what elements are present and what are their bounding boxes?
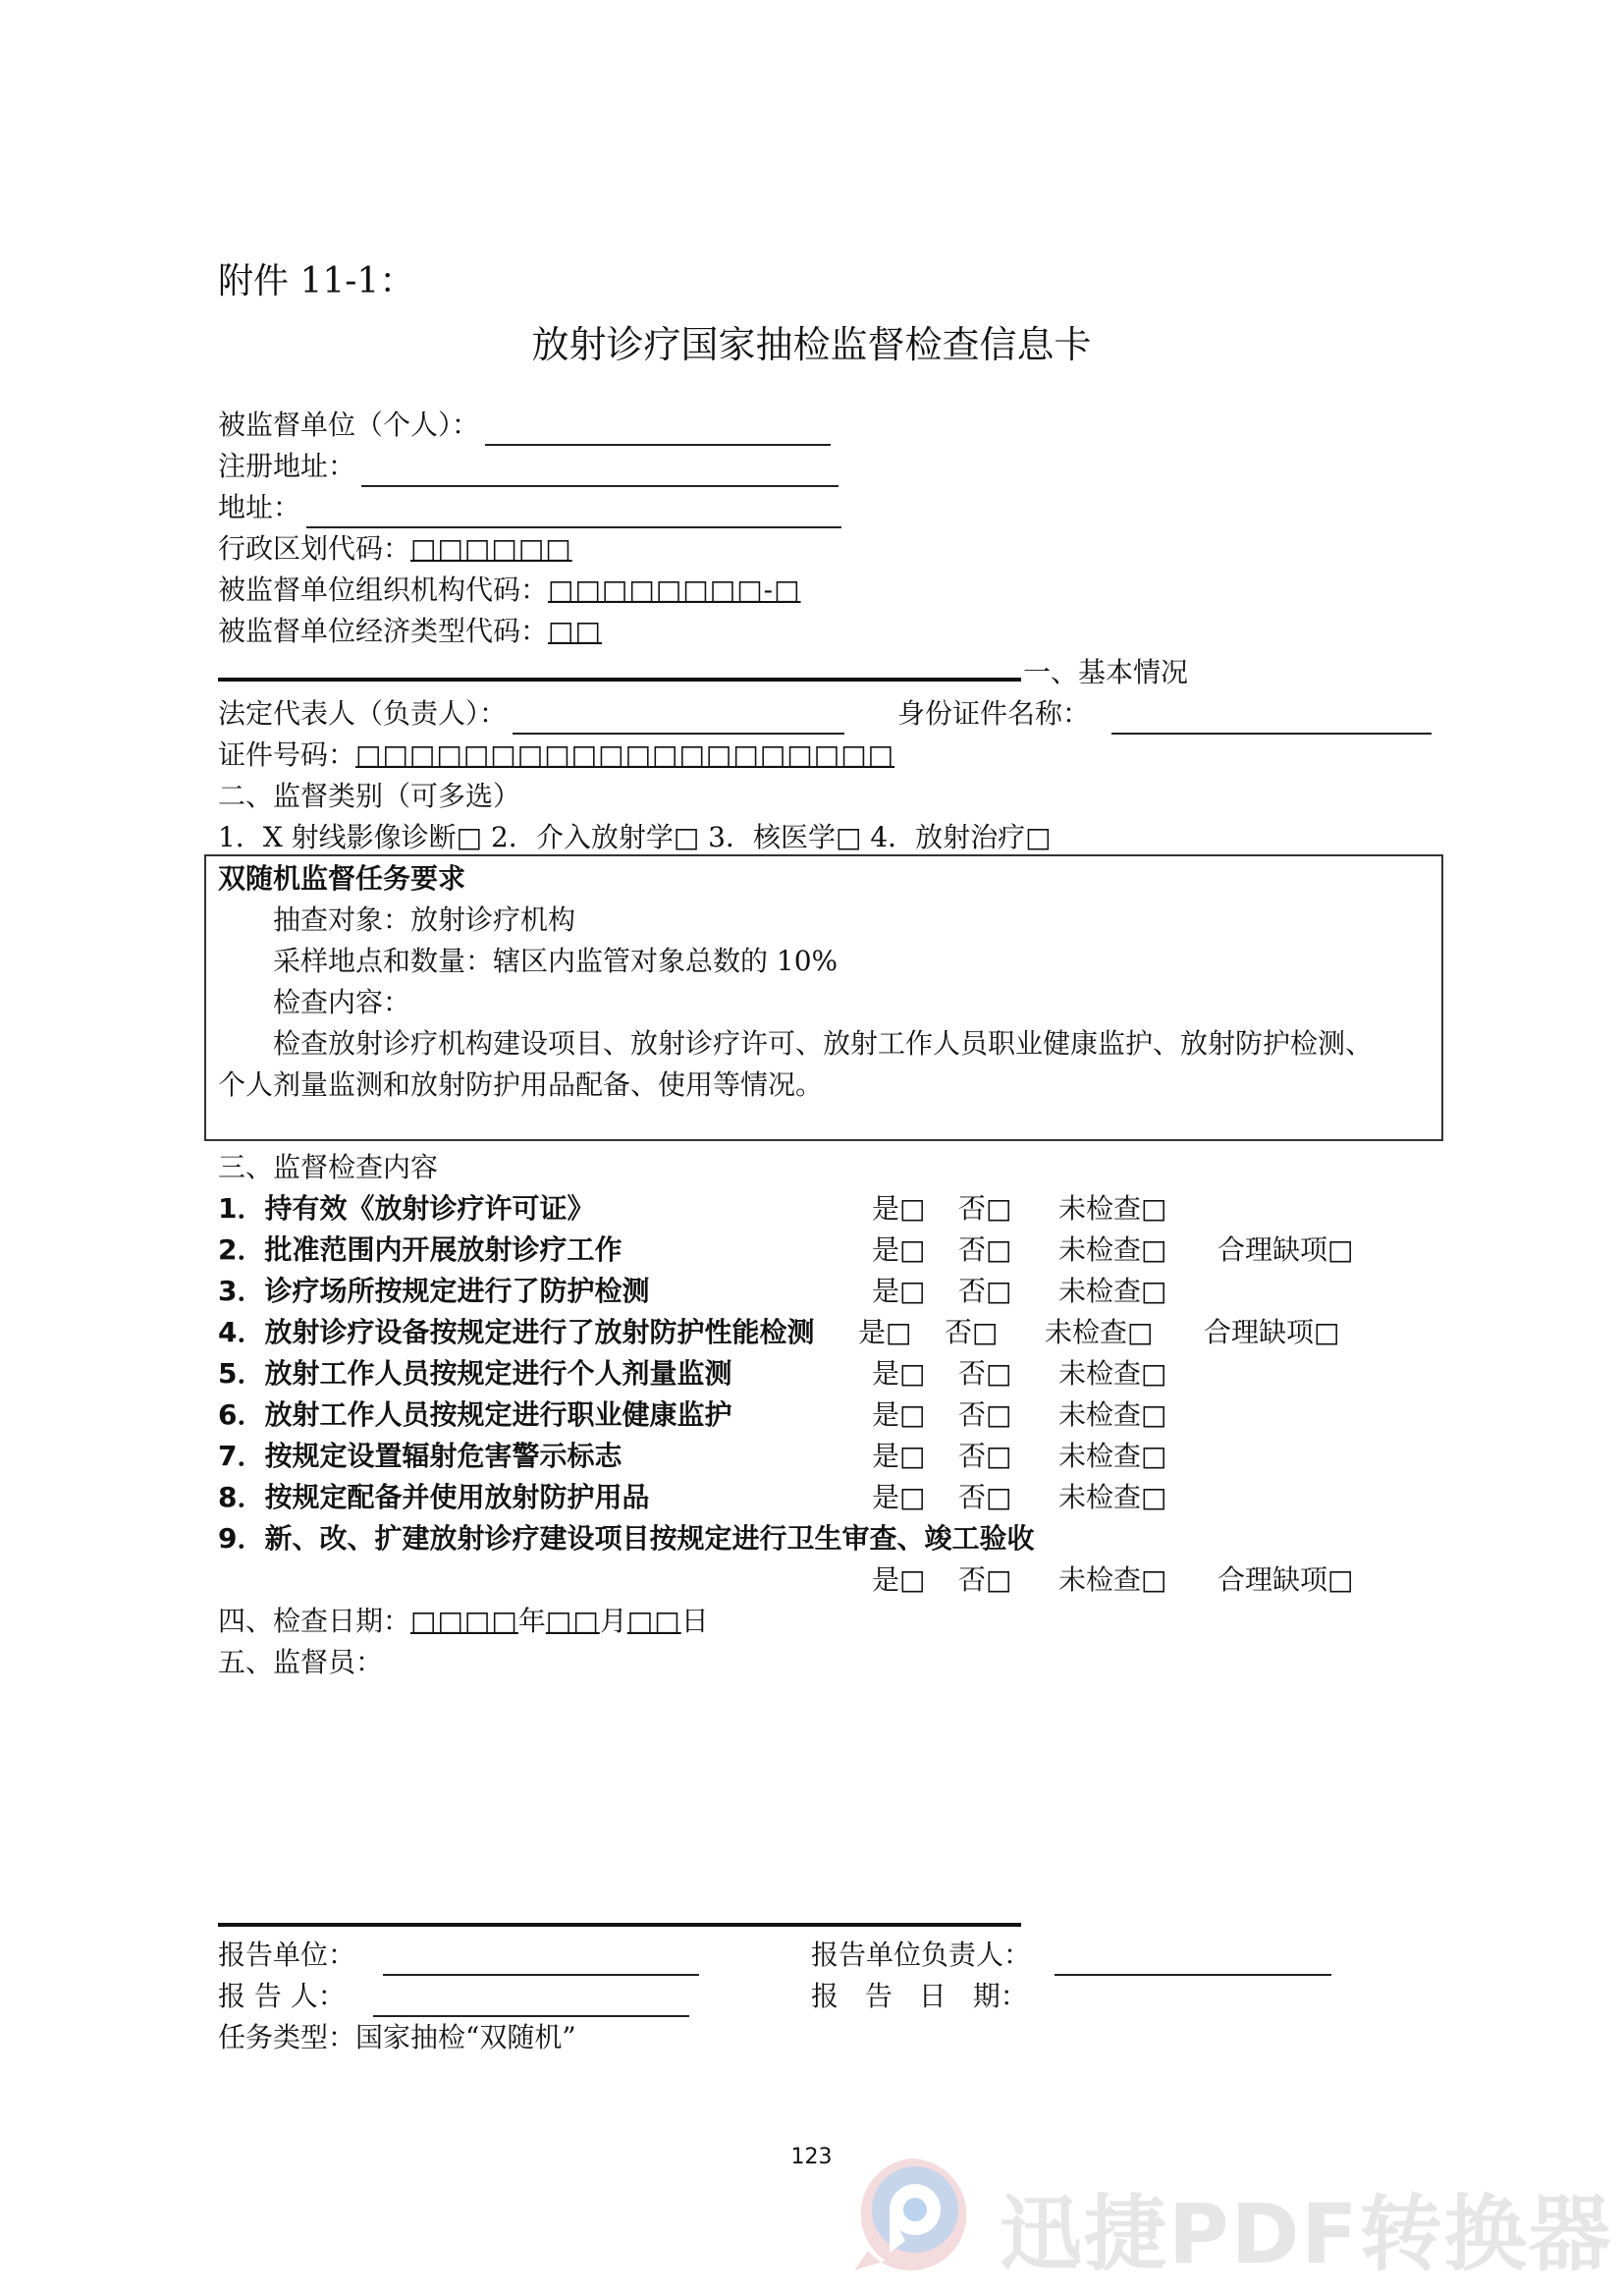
check-item-label: 2．批准范围内开展放射诊疗工作 (218, 1233, 622, 1266)
footer-divider (218, 1923, 1021, 1927)
region-code-boxes[interactable]: □□□□□□ (410, 532, 572, 565)
check-exempt[interactable]: 合理缺项□ (1204, 1316, 1340, 1348)
reporter-field (218, 1976, 689, 2017)
reg-address-field (218, 446, 839, 487)
day-char: 日 (680, 1605, 709, 1637)
inspection-date-field (218, 1601, 709, 1642)
address-field (218, 487, 841, 528)
legal-rep-label: 法定代表人（负责人）： (218, 697, 508, 730)
econ-type-boxes[interactable]: □□ (548, 615, 602, 647)
check-unchecked[interactable]: 未检查□ (1058, 1275, 1167, 1307)
day-boxes[interactable]: □□ (626, 1605, 681, 1637)
legal-rep-blank[interactable] (513, 703, 844, 735)
id-name-field (897, 693, 1432, 735)
check-unchecked[interactable]: 未检查□ (1058, 1357, 1167, 1390)
check-exempt[interactable]: 合理缺项□ (1217, 1563, 1354, 1596)
check-yes[interactable]: 是□ (872, 1398, 926, 1431)
id-number-field (218, 735, 894, 776)
check-no[interactable]: 否□ (958, 1563, 1012, 1596)
task-content-line1: 检查放射诊疗机构建设项目、放射诊疗许可、放射工作人员职业健康监护、放射防护检测、 (273, 1027, 1374, 1060)
address-blank[interactable] (306, 497, 841, 528)
attachment-label: 附件 11-1： (218, 261, 415, 301)
check-yes[interactable]: 是□ (872, 1275, 926, 1307)
check-item-label: 3．诊疗场所按规定进行了防护检测 (218, 1275, 650, 1307)
inspection-date-label: 四、检查日期： (218, 1605, 411, 1637)
check-yes[interactable]: 是□ (872, 1357, 926, 1390)
check-item-label: 5．放射工作人员按规定进行个人剂量监测 (218, 1357, 732, 1390)
econ-type-label: 被监督单位经济类型代码： (218, 615, 549, 647)
check-yes[interactable]: 是□ (858, 1316, 912, 1348)
inspector-label: 五、监督员： (218, 1646, 384, 1678)
section1-heading: 一、基本情况 (1023, 656, 1189, 688)
check-yes[interactable]: 是□ (872, 1481, 926, 1513)
check-item-label: 9．新、改、扩建放射诊疗建设项目按规定进行卫生审查、竣工验收 (218, 1522, 1035, 1555)
report-unit-field (218, 1935, 699, 1976)
org-code-boxes[interactable]: □□□□□□□□-□ (548, 574, 801, 606)
task-box-title: 双随机监督任务要求 (218, 862, 466, 895)
report-unit-head-label: 报告单位负责人： (811, 1939, 1032, 1971)
task-content-label: 检查内容： (273, 986, 411, 1018)
pdf-converter-logo-icon (846, 2151, 974, 2278)
report-unit-label: 报告单位： (218, 1939, 356, 1971)
check-exempt[interactable]: 合理缺项□ (1217, 1233, 1354, 1266)
month-char: 月 (599, 1605, 627, 1637)
check-no[interactable]: 否□ (958, 1398, 1012, 1431)
region-code-label: 行政区划代码： (218, 532, 411, 565)
org-code-field (218, 570, 801, 611)
check-item-label: 6．放射工作人员按规定进行职业健康监护 (218, 1398, 732, 1431)
unit-blank[interactable] (485, 414, 831, 446)
check-no[interactable]: 否□ (958, 1357, 1012, 1390)
check-yes[interactable]: 是□ (872, 1440, 926, 1472)
unit-label: 被监督单位（个人）： (218, 409, 480, 441)
report-unit-head-field (811, 1935, 1331, 1976)
check-no[interactable]: 否□ (958, 1233, 1012, 1266)
check-unchecked[interactable]: 未检查□ (1058, 1563, 1167, 1596)
report-unit-head-blank[interactable] (1055, 1944, 1331, 1976)
section3-heading: 三、监督检查内容 (218, 1151, 439, 1183)
id-name-label: 身份证件名称： (897, 697, 1091, 730)
id-name-blank[interactable] (1111, 703, 1432, 735)
task-type: 任务类型：国家抽检“双随机” (218, 2021, 576, 2053)
unit-field (218, 405, 831, 446)
year-char: 年 (517, 1605, 546, 1637)
legal-rep-field (218, 693, 844, 735)
check-no[interactable]: 否□ (958, 1192, 1012, 1225)
check-item-label: 1．持有效《放射诊疗许可证》 (218, 1192, 595, 1225)
check-yes[interactable]: 是□ (872, 1192, 926, 1225)
task-target: 抽查对象：放射诊疗机构 (273, 903, 576, 936)
page-title: 放射诊疗国家抽检监督检查信息卡 (531, 323, 1092, 366)
task-sampling: 采样地点和数量：辖区内监管对象总数的 10% (273, 945, 839, 977)
reg-address-label: 注册地址： (218, 450, 356, 482)
check-item-label: 8．按规定配备并使用放射防护用品 (218, 1481, 650, 1513)
id-number-boxes[interactable]: □□□□□□□□□□□□□□□□□□□□ (355, 738, 895, 771)
report-unit-blank[interactable] (383, 1944, 699, 1976)
check-item-label: 7．按规定设置辐射危害警示标志 (218, 1440, 622, 1472)
econ-type-field (218, 611, 602, 652)
check-item-label: 4．放射诊疗设备按规定进行了放射防护性能检测 (218, 1316, 815, 1348)
report-date-label: 报 告 日 期： (811, 1980, 1028, 2012)
page-number: 123 (790, 2145, 833, 2169)
check-unchecked[interactable]: 未检查□ (1058, 1440, 1167, 1472)
check-unchecked[interactable]: 未检查□ (1058, 1192, 1167, 1225)
id-number-label: 证件号码： (218, 738, 356, 771)
check-no[interactable]: 否□ (958, 1440, 1012, 1472)
category-options[interactable]: 1．X 射线影像诊断□ 2．介入放射学□ 3．核医学□ 4．放射治疗□ (218, 821, 1052, 853)
address-label: 地址： (218, 491, 301, 523)
watermark-text: 迅捷PDF转换器 (1000, 2186, 1613, 2282)
check-no[interactable]: 否□ (945, 1316, 999, 1348)
check-unchecked[interactable]: 未检查□ (1058, 1398, 1167, 1431)
reg-address-blank[interactable] (361, 456, 839, 487)
check-unchecked[interactable]: 未检查□ (1045, 1316, 1154, 1348)
section-divider (218, 678, 1021, 682)
year-boxes[interactable]: □□□□ (410, 1605, 518, 1637)
month-boxes[interactable]: □□ (545, 1605, 600, 1637)
check-yes[interactable]: 是□ (872, 1563, 926, 1596)
section2-heading: 二、监督类别（可多选） (218, 780, 521, 812)
org-code-label: 被监督单位组织机构代码： (218, 574, 549, 606)
check-unchecked[interactable]: 未检查□ (1058, 1233, 1167, 1266)
check-no[interactable]: 否□ (958, 1275, 1012, 1307)
reporter-blank[interactable] (373, 1986, 689, 2017)
check-no[interactable]: 否□ (958, 1481, 1012, 1513)
task-content-line2: 个人剂量监测和放射防护用品配备、使用等情况。 (218, 1068, 824, 1101)
check-unchecked[interactable]: 未检查□ (1058, 1481, 1167, 1513)
region-code-field (218, 528, 572, 570)
check-yes[interactable]: 是□ (872, 1233, 926, 1266)
reporter-label: 报 告 人： (218, 1980, 346, 2012)
